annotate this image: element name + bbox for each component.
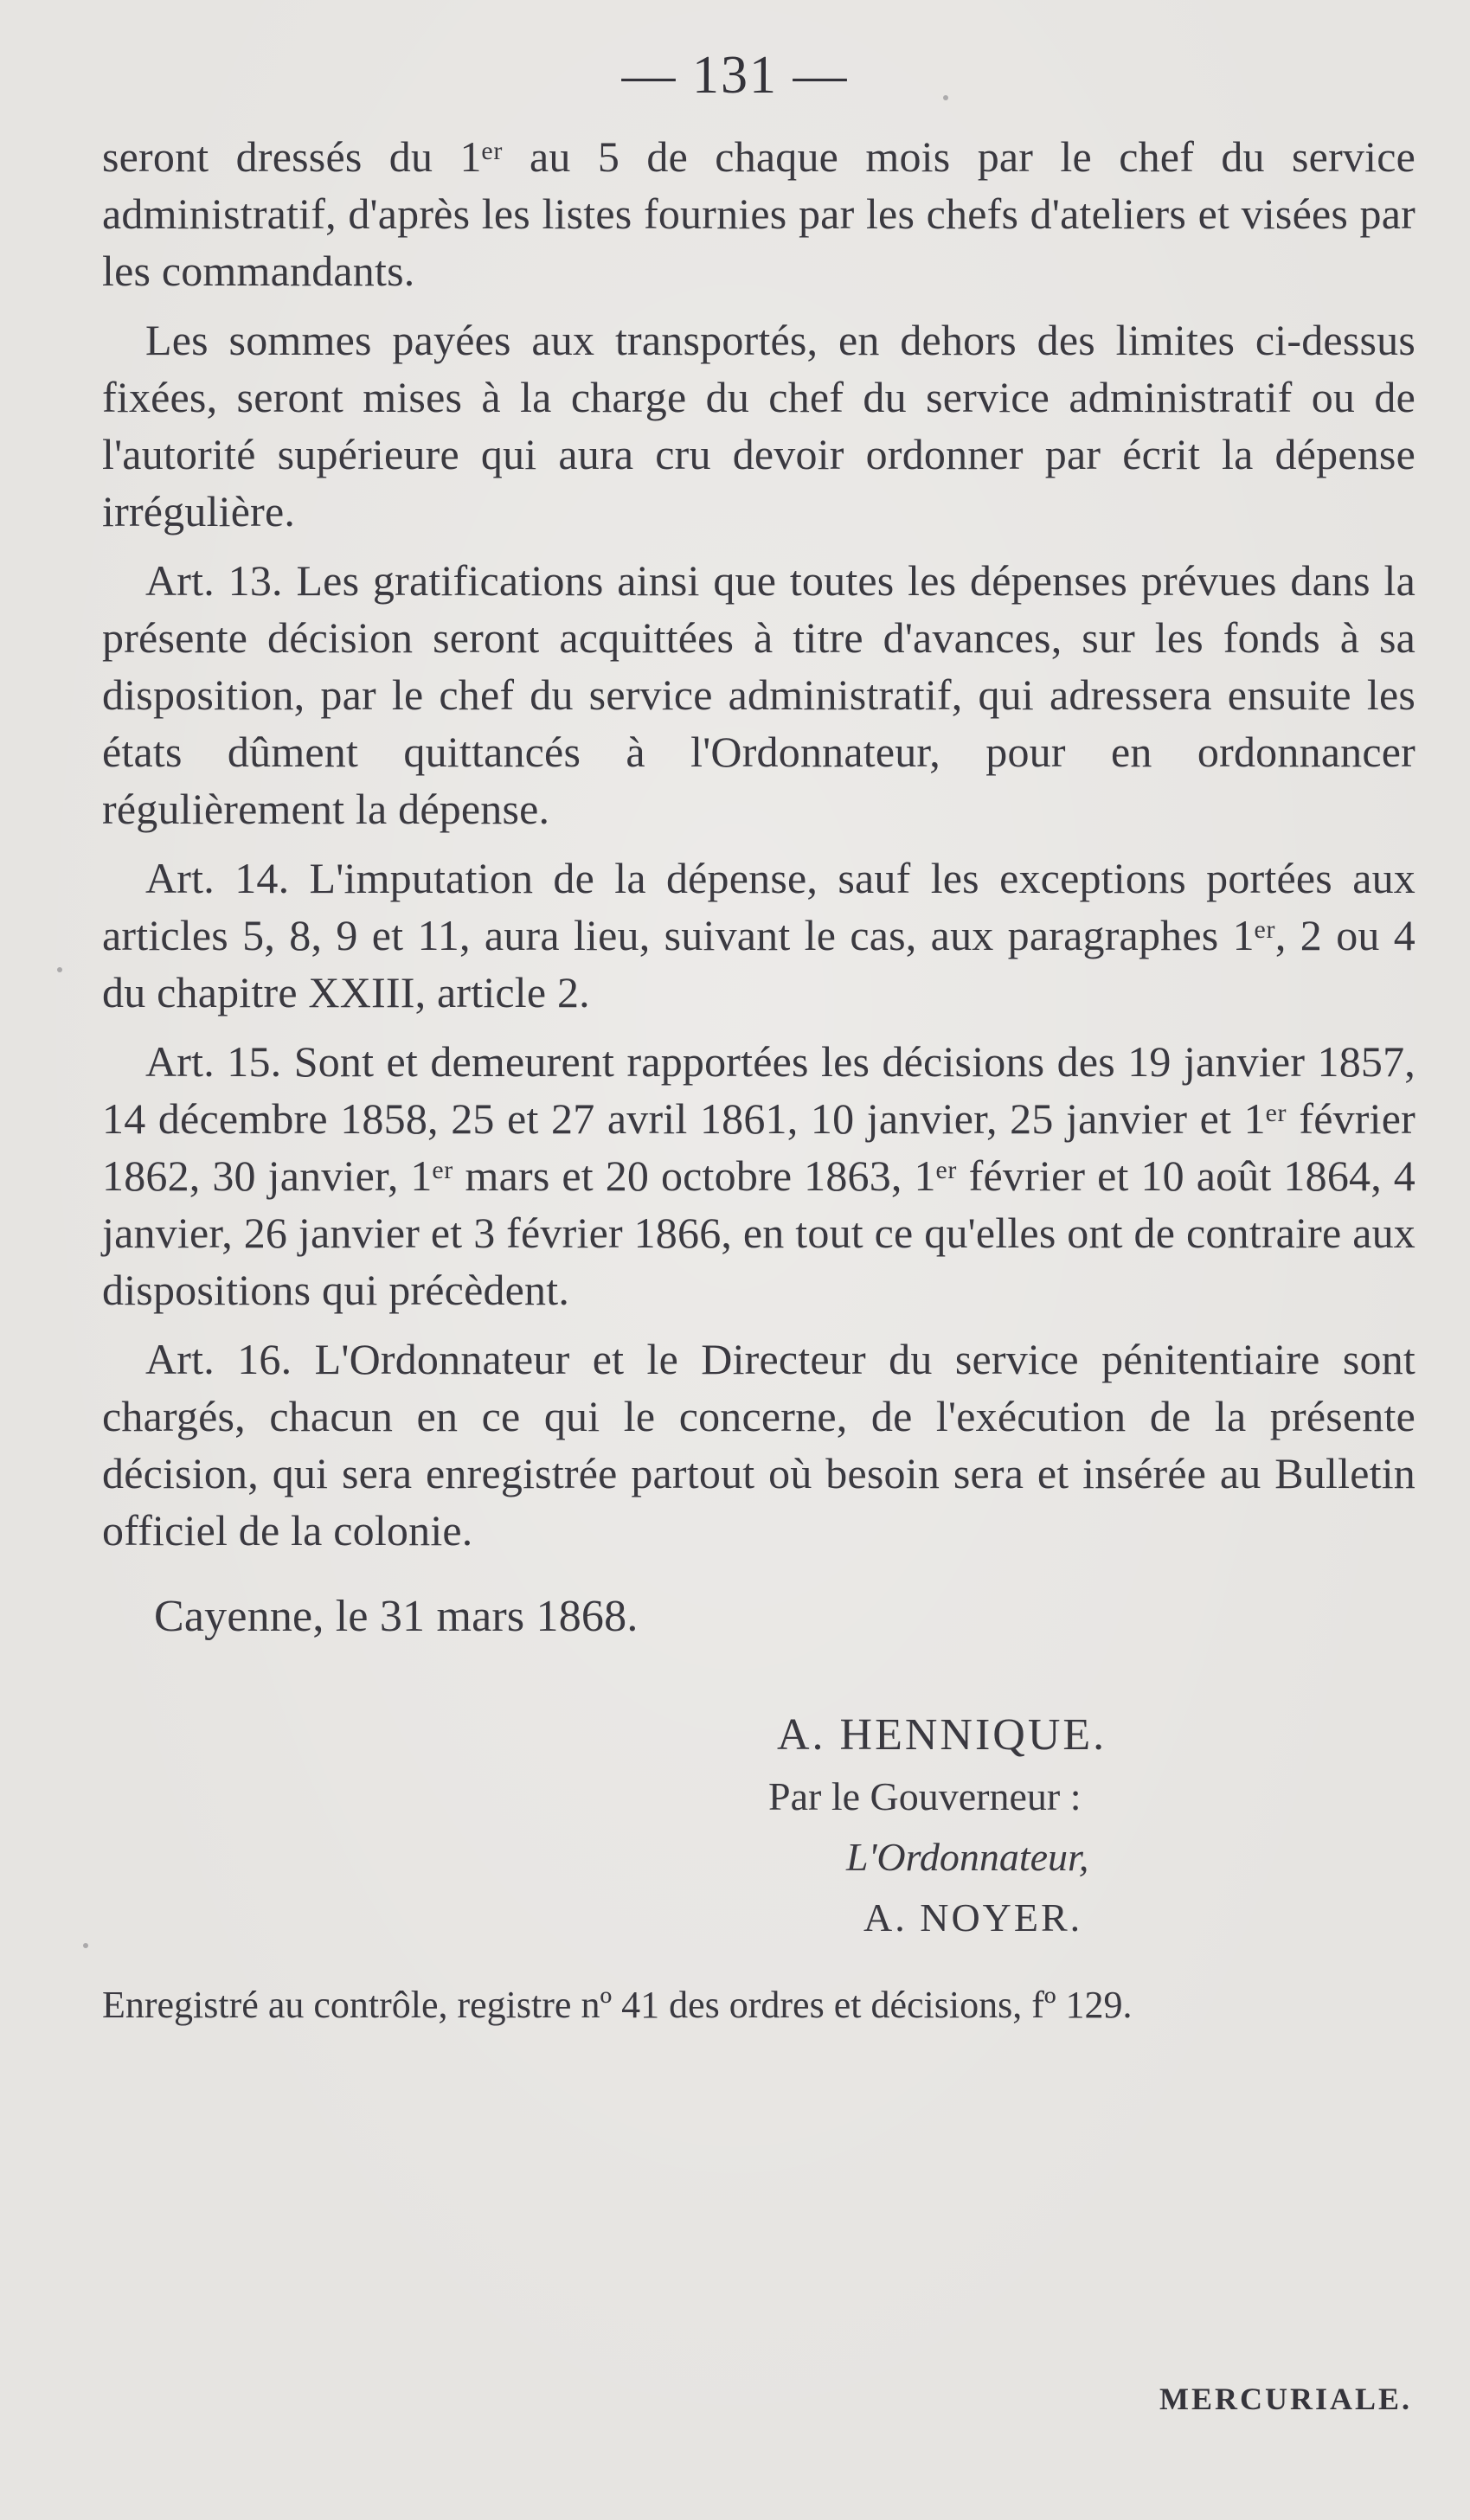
catchword: MERCURIALE. <box>1159 2382 1413 2416</box>
page-number: — 131 — <box>621 46 849 105</box>
paper-speck <box>83 1943 88 1948</box>
paragraph-article-15: Art. 15. Sont et demeurent rapportées les décisions des 19 janvier 1857, 14 décembre 1858, 25 et 27 avril 1861, 10 janvier, 25 janvier et 1ᵉʳ février 1862, 30 janvier, 1ᵉʳ mars et 20 octobre 1863, 1ᵉʳ février et 10 août 1864, 4 janvier, 26 janvier et 3 février 1866, en tout ce qu'elles ont de contraire aux dispositions qui précèdent. <box>102 1037 1415 1314</box>
date-line: Cayenne, le 31 mars 1868. <box>154 1592 639 1641</box>
paragraph-sums-paid: Les sommes payées aux transportés, en dehors des limites ci-dessus fixées, seront mises à la charge du chef du service administratif ou de l'autorité supérieure qui aura cru devoir ordonner par écrit la dépense irrégulière. <box>102 316 1415 535</box>
signatory-name: A. HENNIQUE. <box>777 1710 1107 1760</box>
signature-block <box>102 1704 1415 1948</box>
paragraph-article-16: Art. 16. L'Ordonnateur et le Directeur du service pénitentiaire sont chargés, chacun en ce qui le concerne, de l'exécution de la présente décision, qui sera enregistrée partout où besoin sera et insérée au Bulletin officiel de la colonie. <box>102 1335 1415 1555</box>
paragraph-continuation: seront dressés du 1ᵉʳ au 5 de chaque mois par le chef du service administratif, d'après les listes fournies par les chefs d'ateliers et visées par les commandants. <box>102 132 1415 295</box>
paragraph-article-14: Art. 14. L'imputation de la dépense, sauf les exceptions portées aux articles 5, 8, 9 et 11, aura lieu, suivant le cas, aux paragraphes 1ᵉʳ, 2 ou 4 du chapitre XXIII, article 2. <box>102 854 1415 1016</box>
paragraph-article-13: Art. 13. Les gratifications ainsi que toutes les dépenses prévues dans la présente décision seront acquittées à titre d'avances, sur les fonds à sa disposition, par le chef du service administratif, qui adressera ensuite les états dûment quittancés à l'Ordonnateur, pour en ordonnancer régulièrement la dépense. <box>102 556 1415 833</box>
registry-line: Enregistré au contrôle, registre nº 41 des ordres et décisions, fº 129. <box>102 1984 1133 2026</box>
body-text <box>102 128 1415 1658</box>
paper-speck <box>943 95 948 100</box>
paper-speck <box>57 967 62 972</box>
signatory-by-line: Par le Gouverneur : <box>768 1774 1082 1818</box>
countersignatory-name: A. NOYER. <box>863 1895 1083 1940</box>
signatory-role: L'Ordonnateur, <box>846 1835 1089 1879</box>
